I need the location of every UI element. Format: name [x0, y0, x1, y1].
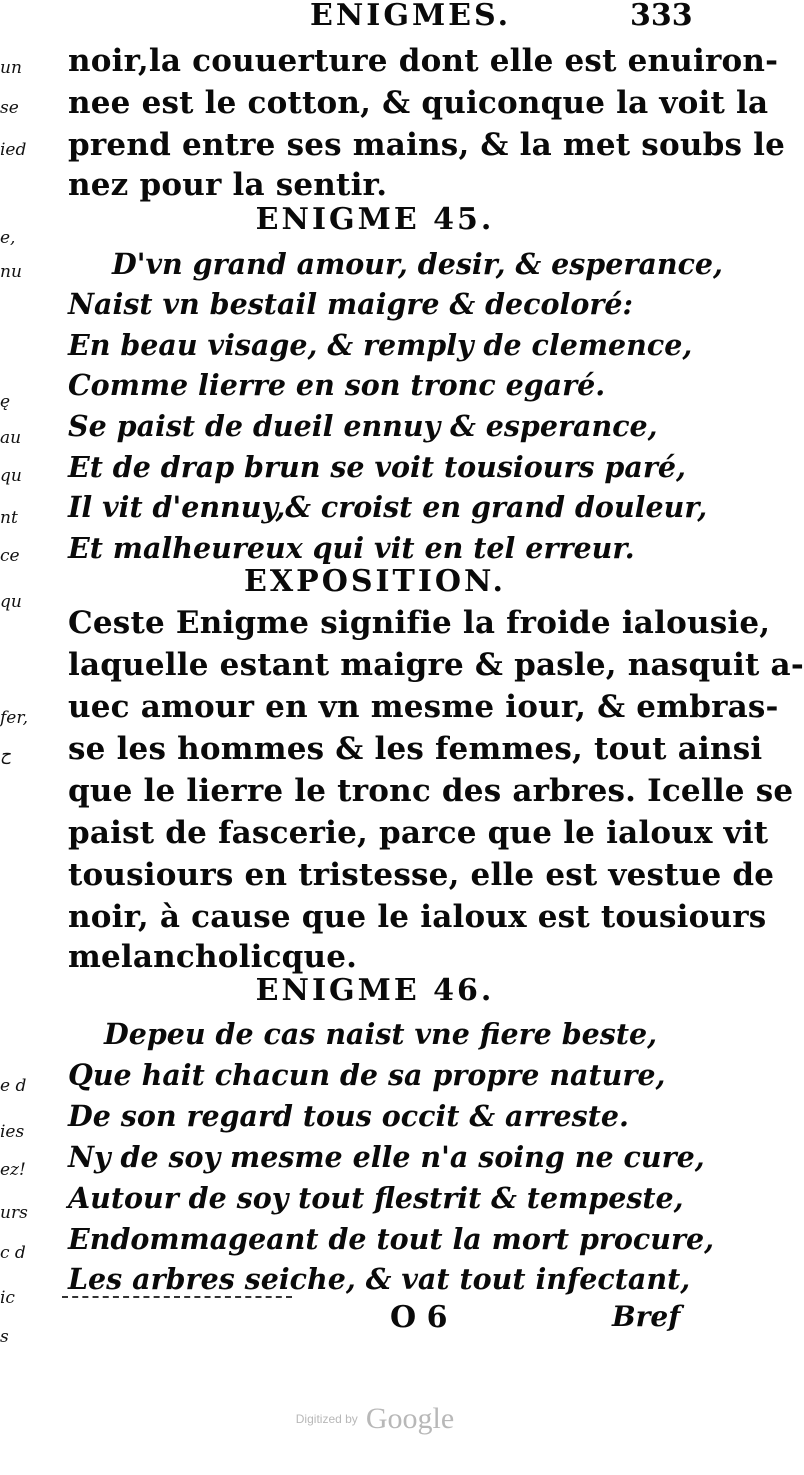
- verse-line: Les arbres seiche, & vat tout infectant,: [68, 1262, 691, 1296]
- signature-mark: O 6: [390, 1300, 448, 1335]
- text-line: noir, à cause que le ialoux est tousiours: [68, 899, 767, 935]
- margin-fragment: c d: [0, 1243, 26, 1263]
- verse-line: Endommageant de tout la mort procure,: [68, 1222, 715, 1256]
- verse-line: Naist vn bestail maigre & decoloré:: [68, 287, 634, 321]
- text-line: tousiours en tristesse, elle est vestue de: [68, 857, 775, 893]
- text-line: nez pour la sentir.: [68, 167, 388, 203]
- verse-line: Ny de soy mesme elle n'a soing ne cure,: [68, 1140, 705, 1174]
- section-heading-enigme-45: ENIGME 45.: [255, 202, 495, 237]
- digitization-watermark: [0, 1402, 750, 1436]
- section-heading-enigme-46: ENIGME 46.: [255, 973, 495, 1008]
- margin-fragment: nu: [0, 262, 22, 282]
- verse-line: Que hait chacun de sa propre nature,: [68, 1058, 666, 1092]
- verse-line: Autour de soy tout flestrit & tempeste,: [68, 1181, 684, 1215]
- verse-line: Il vit d'ennuy,& croist en grand douleur,: [68, 490, 708, 524]
- watermark-prefix: Digitized by: [295, 1412, 358, 1426]
- text-line: laquelle estant maigre & pasle, nasquit a-: [68, 647, 804, 683]
- margin-fragment: qu: [0, 466, 22, 486]
- margin-fragment: fer,: [0, 708, 29, 728]
- section-heading-exposition: EXPOSITION.: [244, 564, 506, 599]
- text-line: prend entre ses mains, & la met soubs le: [68, 127, 785, 163]
- verse-line: D'vn grand amour, desir, & esperance,: [112, 247, 723, 281]
- margin-fragment: e,: [0, 228, 16, 248]
- text-line: nee est le cotton, & quiconque la voit la: [68, 85, 769, 121]
- text-line: paist de fascerie, parce que le ialoux vit: [68, 815, 769, 851]
- margin-fragment: ez!: [0, 1160, 26, 1180]
- margin-fragment: nt: [0, 508, 18, 528]
- verse-line: Depeu de cas naist vne fiere beste,: [104, 1017, 658, 1051]
- print-artifact-rule: [62, 1296, 292, 1298]
- text-line: que le lierre le tronc des arbres. Icelle se: [68, 773, 794, 809]
- running-head: ENIGMES.: [310, 0, 512, 33]
- margin-fragment: e d: [0, 1076, 27, 1096]
- page-number: 333: [630, 0, 693, 33]
- verse-line: De son regard tous occit & arreste.: [68, 1099, 629, 1133]
- margin-fragment: qu: [0, 592, 22, 612]
- margin-fragment: s: [0, 1327, 9, 1347]
- text-line: melancholicque.: [68, 939, 358, 975]
- verse-line: Et malheureux qui vit en tel erreur.: [68, 531, 635, 565]
- margin-fragment: ح: [0, 745, 11, 765]
- text-line: noir,la couuerture dont elle est enuiron-: [68, 43, 779, 79]
- margin-fragment: urs: [0, 1203, 28, 1223]
- page-header: [300, 0, 720, 40]
- margin-fragment: ies: [0, 1122, 25, 1142]
- margin-fragment: un: [0, 58, 22, 78]
- text-line: se les hommes & les femmes, tout ainsi: [68, 731, 763, 767]
- text-line: uec amour en vn mesme iour, & embras-: [68, 689, 779, 725]
- verse-line: En beau visage, & remply de clemence,: [68, 328, 693, 362]
- margin-fragment: ę: [0, 392, 11, 412]
- margin-fragment: se: [0, 98, 19, 118]
- text-line: Ceste Enigme signifie la froide ialousie,: [68, 605, 771, 641]
- catchword: Bref: [612, 1300, 681, 1333]
- verse-line: Comme lierre en son tronc egaré.: [68, 368, 606, 402]
- margin-fragment: au: [0, 428, 22, 448]
- verse-line: Et de drap brun se voit tousiours paré,: [68, 450, 686, 484]
- verse-line: Se paist de dueil ennuy & esperance,: [68, 409, 658, 443]
- margin-fragment: ied: [0, 140, 27, 160]
- google-logo: Google: [365, 1402, 455, 1435]
- margin-fragment: ic: [0, 1288, 15, 1308]
- margin-fragment: ce: [0, 546, 20, 566]
